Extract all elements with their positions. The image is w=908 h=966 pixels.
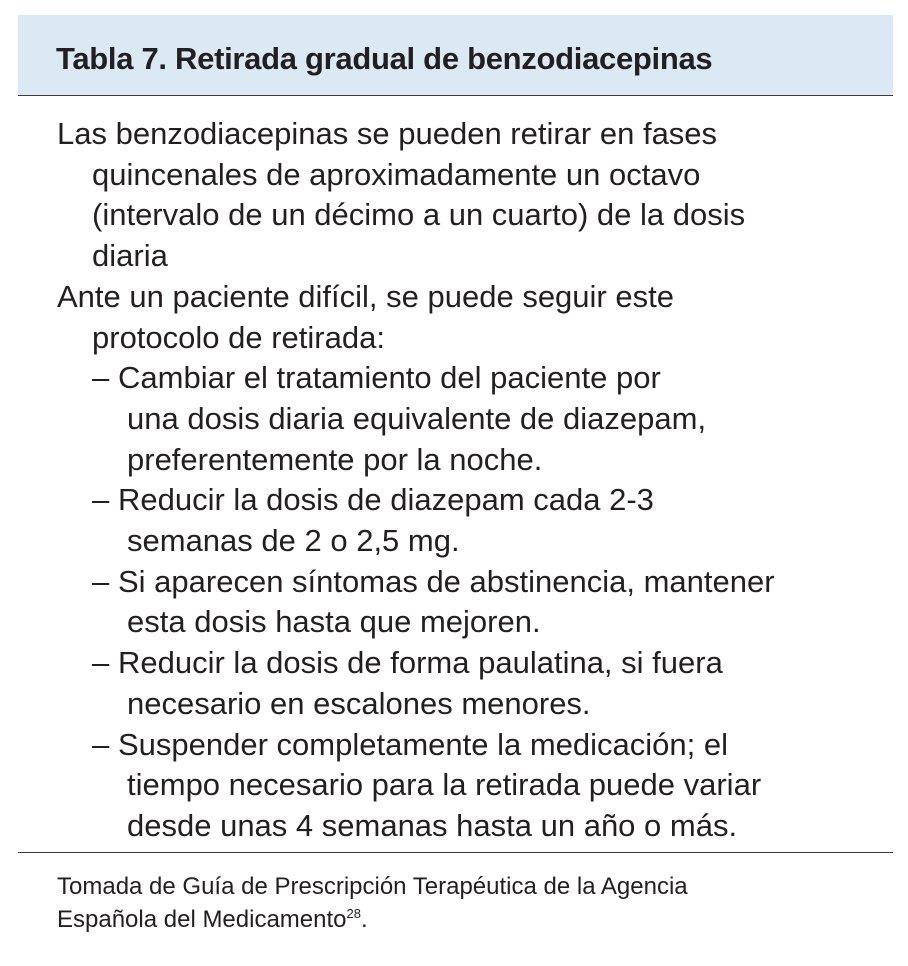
- protocol-step: [92, 358, 897, 480]
- protocol-steps-list: [57, 358, 897, 846]
- dash-bullet: –: [92, 482, 110, 518]
- source-line-1: Tomada de Guía de Prescripción Terapéutica de la Agencia: [57, 873, 688, 900]
- intro-line: (intervalo de un décimo a un cuarto) de la dosis: [92, 197, 746, 233]
- protocol-line: Ante un paciente difícil, se puede seguir este: [57, 278, 674, 314]
- step-line: desde unas 4 semanas hasta un año o más.: [127, 807, 738, 843]
- step-line: semanas de 2 o 2,5 mg.: [127, 523, 460, 559]
- protocol-step: [92, 562, 897, 643]
- step-line: Reducir la dosis de diazepam cada 2-3: [118, 482, 654, 518]
- step-text: [118, 643, 897, 724]
- step-line: esta dosis hasta que mejoren.: [127, 604, 541, 640]
- intro-line: quincenales de aproximadamente un octavo: [92, 156, 701, 192]
- protocol-step: [92, 643, 897, 724]
- source-period: .: [360, 906, 368, 933]
- step-line: tiempo necesario para la retirada puede variar: [127, 767, 762, 803]
- intro-line: diaria: [92, 238, 168, 274]
- dash-bullet: –: [92, 563, 110, 599]
- step-line: necesario en escalones menores.: [127, 685, 591, 721]
- step-line: Cambiar el tratamiento del paciente por: [118, 360, 661, 396]
- table-title: Tabla 7. Retirada gradual de benzodiacepinas: [56, 41, 713, 76]
- footer-divider: [18, 852, 893, 853]
- intro-paragraph: [57, 114, 897, 277]
- source-note: [57, 870, 887, 936]
- step-text: [118, 725, 897, 847]
- step-text: [118, 480, 897, 561]
- intro-line: Las benzodiacepinas se pueden retirar en fases: [57, 116, 718, 151]
- protocol-step: [92, 480, 897, 561]
- step-line: una dosis diaria equivalente de diazepam,: [127, 400, 707, 436]
- dash-bullet: –: [92, 360, 110, 396]
- source-line-2: Española del Medicamento: [57, 906, 347, 933]
- step-line: Si aparecen síntomas de abstinencia, mantener: [118, 563, 775, 599]
- dash-bullet: –: [92, 726, 110, 762]
- protocol-step: [92, 725, 897, 847]
- table-body: [57, 114, 897, 847]
- step-line: Reducir la dosis de forma paulatina, si fuera: [118, 645, 723, 681]
- protocol-line: protocolo de retirada:: [92, 319, 385, 355]
- dash-bullet: –: [92, 645, 110, 681]
- table-header: [18, 15, 893, 96]
- reference-superscript: 28: [346, 906, 361, 921]
- step-text: [118, 562, 897, 643]
- protocol-paragraph: [57, 277, 897, 358]
- step-line: Suspender completamente la medicación; el: [118, 726, 729, 762]
- step-text: [118, 358, 897, 480]
- step-line: preferentemente por la noche.: [127, 441, 543, 477]
